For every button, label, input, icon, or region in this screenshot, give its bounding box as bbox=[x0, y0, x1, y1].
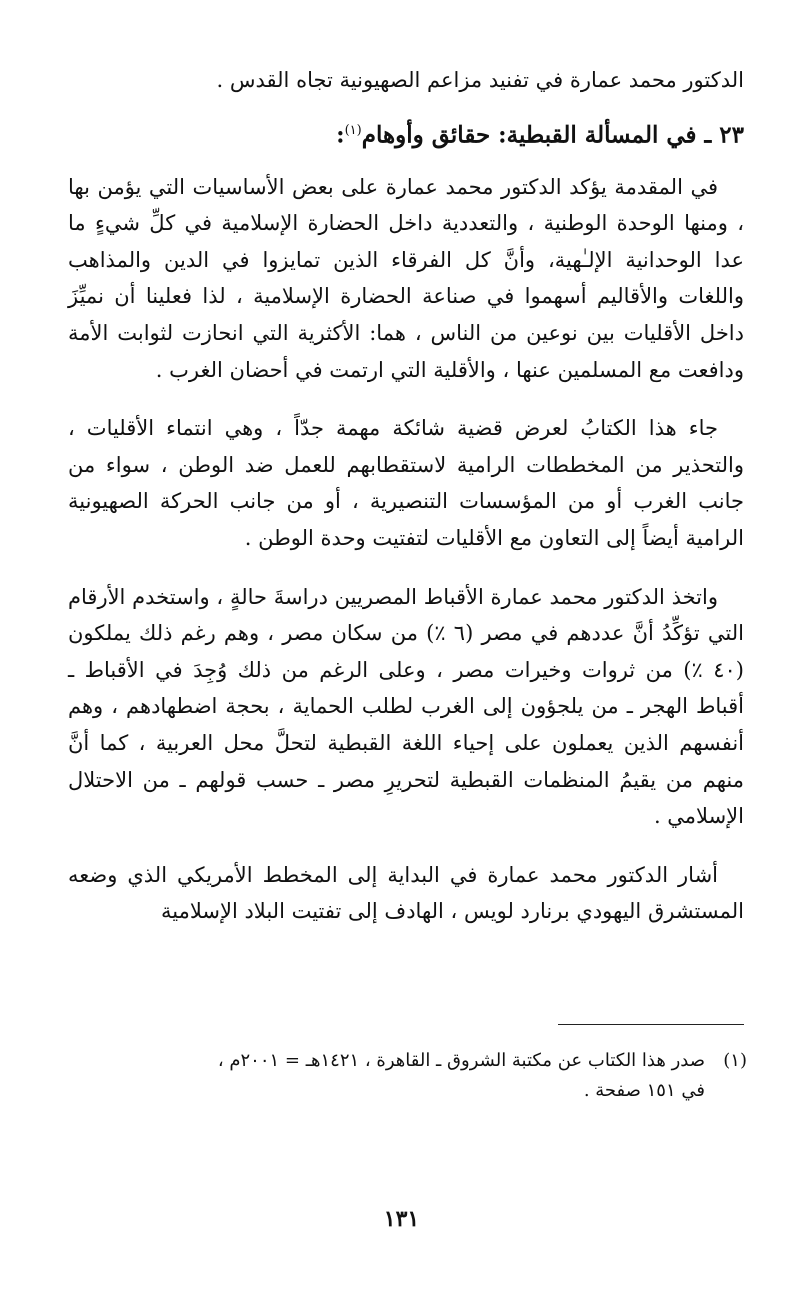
page-number: ١٣١ bbox=[383, 1206, 420, 1232]
footnote-reference: (١) bbox=[344, 123, 362, 138]
footnote-text-continued: في ١٥١ صفحة . bbox=[583, 1080, 705, 1101]
paragraph: واتخذ الدكتور محمد عمارة الأقباط المصريين دراسةَ حالةٍ ، واستخدم الأرقام التي تؤكِّدُ أنَّ عددهم في مصر (٦ ٪) من سكان مصر ، وهم رغم ذلك يملكون (٤٠ ٪) من ثروات وخيرات مصر ، وعلى الرغم من ذلك وُجِدَ في الأقباط ـ أقباط الهجر ـ من يلجؤون إلى الغرب لطلب الحماية ، بحجة اضطهادهم ، وهم أنفسهم الذين يعملون على إحياء اللغة القبطية لتحلَّ محل العربية ، كما أنَّ منهم من يقيمُ المنظمات القبطية لتحريرِ مصر ـ حسب قولهم ـ من الاحتلال الإسلامي . bbox=[68, 584, 744, 829]
footnote-text: صدر هذا الكتاب عن مكتبة الشروق ـ القاهرة ، ١٤٢١هـ = ٢٠٠١م ، bbox=[217, 1050, 705, 1071]
paragraph: في المقدمة يؤكد الدكتور محمد عمارة على بعض الأساسيات التي يؤمن بها ، ومنها الوحدة الوطنية ، والتعددية داخل الحضارة الإسلامية في كلِّ شيءٍ ما عدا الوحدانية الإلـٰهية، وأنَّ كل الفرقاء الذين تمايزوا في الدين والمذاهب واللغات والأقاليم أسهموا في صناعة الحضارة الإسلامية ، لذا فعلينا أن نميِّزَ داخل الأقليات بين نوعين من الناس ، هما: الأكثرية التي انحازت لثوابت الأمة ودافعت مع المسلمين عنها ، والأقلية التي ارتمت في أحضان الغرب . bbox=[68, 174, 744, 382]
section-heading bbox=[68, 112, 744, 155]
paragraph: أشار الدكتور محمد عمارة في البداية إلى المخطط الأمريكي الذي وضعه المستشرق اليهودي برنارد لويس ، الهادف إلى تفتيت البلاد الإسلامية bbox=[68, 862, 744, 924]
heading-suffix: : bbox=[336, 121, 345, 149]
continuation-line: الدكتور محمد عمارة في تفنيد مزاعم الصهيونية تجاه القدس . bbox=[216, 68, 744, 92]
paragraph: جاء هذا الكتابُ لعرض قضية شائكة مهمة جدّاً ، وهي انتماء الأقليات ، والتحذير من المخططات الرامية لاستقطابهم للعمل ضد الوطن ، سواء من جانب الغرب أو من المؤسسات التنصيرية ، أو من جانب الحركة الصهيونية الرامية أيضاً إلى التعاون مع الأقليات لتفتيت وحدة الوطن . bbox=[68, 416, 744, 550]
heading-text: ٢٣ ـ في المسألة القبطية: حقائق وأوهام bbox=[361, 121, 744, 149]
footnote-line bbox=[57, 1046, 747, 1076]
footnote-separator bbox=[558, 1024, 744, 1025]
footnote bbox=[57, 1046, 747, 1106]
page-body bbox=[68, 62, 744, 930]
footnote-number: (١) bbox=[723, 1050, 747, 1071]
